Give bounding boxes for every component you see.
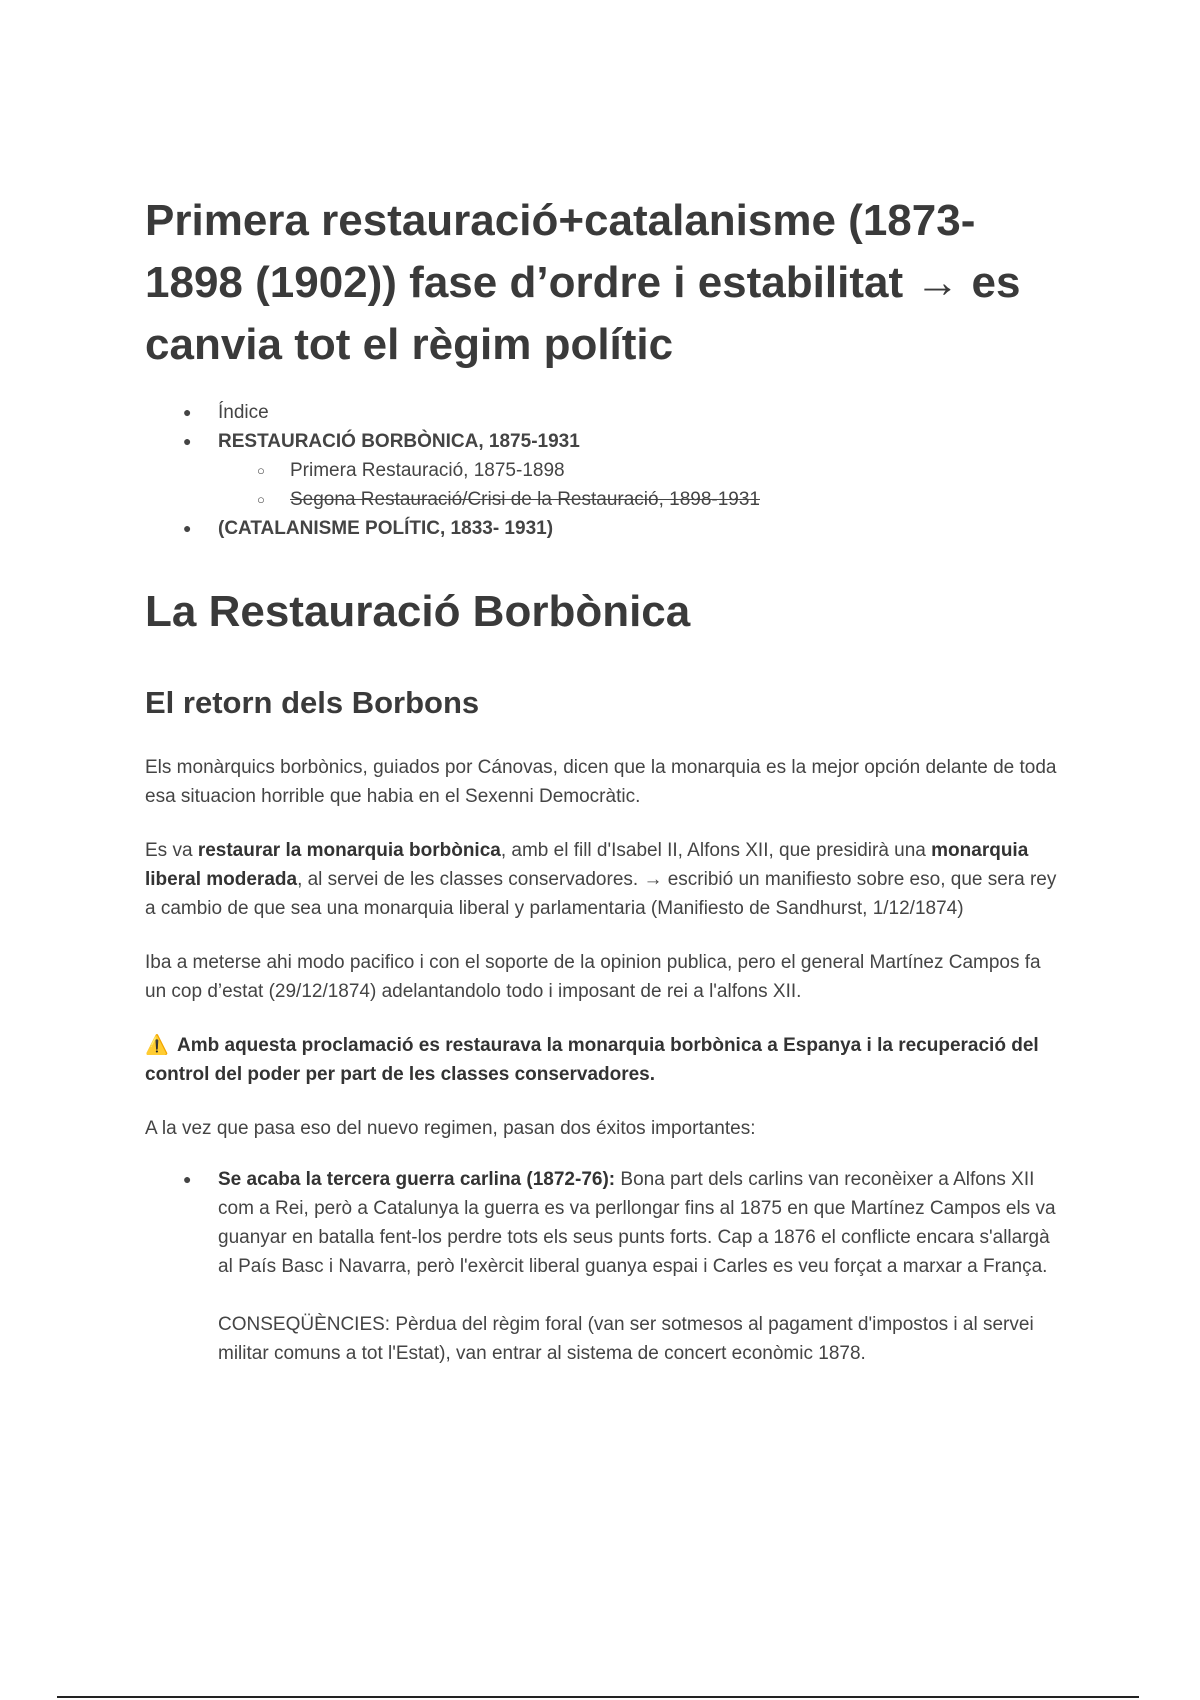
warning-note <box>145 1031 1065 1089</box>
toc-item-label: Índice <box>218 402 269 423</box>
toc-item-label: RESTAURACIÓ BORBÒNICA, 1875-1931 <box>218 431 580 452</box>
bold-run: restaurar la monarquia borbònica <box>197 840 501 861</box>
bullet-list <box>145 1165 1065 1281</box>
bullet-icon: ● <box>183 433 192 449</box>
warning-icon: ⚠️ <box>145 1035 169 1056</box>
paragraph-restauracio <box>145 836 1065 923</box>
toc-item-label: Primera Restauració, 1875-1898 <box>290 460 565 481</box>
subsection-heading: El retorn dels Borbons <box>145 685 480 720</box>
toc-item-index[interactable] <box>145 398 1065 427</box>
text-run: , amb el fill d'Isabel II, Alfons XII, que presidirà una <box>500 840 932 861</box>
toc-item-restauracio[interactable] <box>145 427 1065 456</box>
text-run: , al servei de les classes conservadores. → escribió un manifiesto sobre eso, que sera rey a cambio de que sea una monarquia liberal y parlamentaria (Manifiesto de Sandhurst, 1/12/1874) <box>145 869 1057 919</box>
warning-text: Amb aquesta proclamació es restaurava la monarquia borbònica a Espanya i la recuperació del control del poder per part de les classes conservadores. <box>145 1035 1039 1085</box>
list-item-text: Bona part dels carlins van reconèixer a Alfons XII com a Rei, però a Catalunya la guerra es va perllongar fins al 1875 en que Martínez Campos els va guanyar en batalla fent-los perdre tots els seus punts forts. Cap a 1876 el conflicte encara s'allargà al País Basc i Navarra, però l'exèrcit liberal guanya espai i Carles es veu forçat a marxar a França. <box>218 1169 1056 1277</box>
bullet-icon: ● <box>183 520 192 536</box>
list-item <box>145 1165 1065 1281</box>
table-of-contents <box>145 398 1065 543</box>
document-page <box>145 190 1065 1368</box>
section-heading: La Restauració Borbònica <box>145 587 691 636</box>
toc-item-catalanisme[interactable] <box>145 514 1065 543</box>
paragraph-intro: Els monàrquics borbònics, guiados por Cánovas, dicen que la monarquia es la mejor opción delante de toda esa situacion horrible que habia en el Sexenni Democràtic. <box>145 757 1057 807</box>
toc-item-label: (CATALANISME POLÍTIC, 1833- 1931) <box>218 518 554 539</box>
paragraph-cop-estat: Iba a meterse ahi modo pacifico i con el soporte de la opinion publica, pero el general Martínez Campos fa un cop d’estat (29/12/1874) adelantandolo todo i imposant de rei a l'alfons XII. <box>145 952 1041 1002</box>
consequences-paragraph: CONSEQÜÈNCIES: Pèrdua del règim foral (van ser sotmesos al pagament d'impostos i al servei militar comuns a tot l'Estat), van entrar al sistema de concert econòmic 1878. <box>218 1314 1034 1364</box>
bold-run: monarquia liberal moderada <box>145 840 1029 890</box>
bullet-icon: ● <box>183 1171 192 1187</box>
document-title: Primera restauració+catalanisme (1873-1898 (1902)) fase d’ordre i estabilitat → es canvia tot el règim polític <box>145 196 1021 369</box>
hollow-bullet-icon: ○ <box>257 463 265 478</box>
bullet-icon: ● <box>183 404 192 420</box>
page-bottom-divider <box>57 1696 1139 1698</box>
toc-item-primera-restauracio[interactable] <box>145 456 1065 485</box>
paragraph-exits: A la vez que pasa eso del nuevo regimen, pasan dos éxitos importantes: <box>145 1118 756 1139</box>
toc-item-label: Segona Restauració/Crisi de la Restauració, 1898-1931 <box>290 489 760 510</box>
text-run: Es va <box>145 840 198 861</box>
hollow-bullet-icon: ○ <box>257 492 265 507</box>
toc-item-segona-restauracio[interactable] <box>145 485 1065 514</box>
list-item-bold: Se acaba la tercera guerra carlina (1872-76): <box>218 1169 616 1190</box>
